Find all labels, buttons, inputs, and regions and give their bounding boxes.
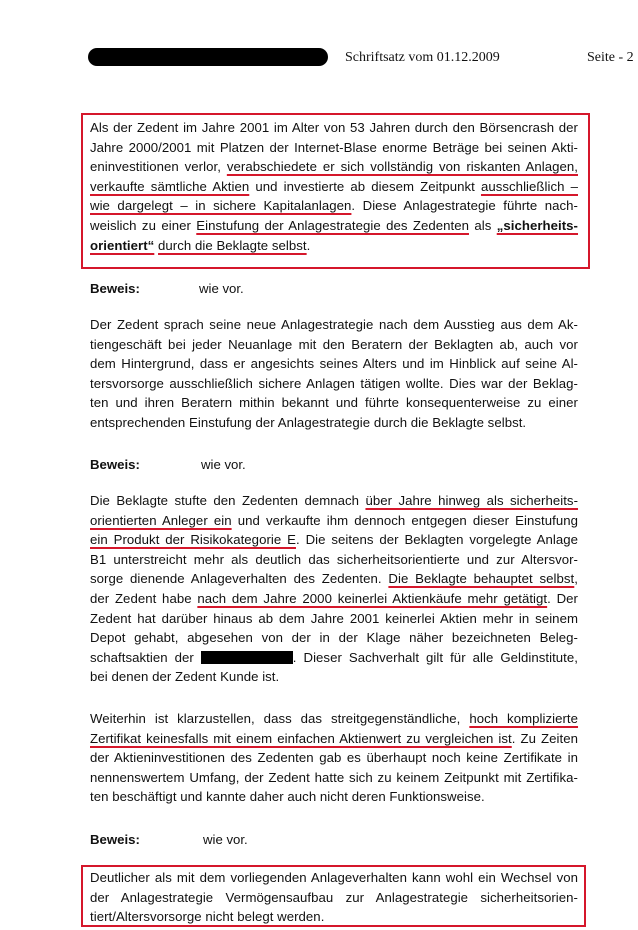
text-segment: . Diese Anlagestrategie führte nach- — [351, 198, 578, 214]
text-segment: ten beschäftigt und kannte daher auch nicht deren Funktionsweise. — [90, 789, 485, 805]
text-segment: der Aktieninvestitionen des Zedenten gab es überhaupt noch keine Zertifikate in — [90, 750, 578, 766]
text-segment: Die Beklagte stufte den Zedenten demnach — [90, 493, 366, 508]
text-segment: . — [306, 237, 311, 253]
text-line — [90, 709, 578, 729]
text-segment: eninvestitionen verlor, — [90, 159, 227, 175]
page-number: Seite - 2 — [587, 50, 634, 65]
text-line — [90, 569, 578, 589]
redacted-name — [88, 48, 328, 66]
underlined-text: wie dargelegt – in sichere Kapitalanlagen — [90, 198, 352, 214]
text-segment: bei denen der Zedent Kunde ist. — [90, 669, 280, 685]
text-line — [90, 729, 578, 749]
text-line — [90, 138, 578, 158]
text-line — [90, 196, 578, 216]
text-segment: als — [468, 217, 497, 233]
underlined-text: Einstufung der Anlagestrategie des Zedenten — [196, 217, 469, 233]
text-segment: entsprechenden Einstufung der Anlagestrategie durch die Beklagte selbst. — [90, 414, 527, 430]
text-line — [90, 609, 578, 629]
text-line — [90, 589, 578, 609]
text-segment: Der Zedent sprach seine neue Anlagestrategie nach dem Ausstieg aus dem Ak- — [90, 317, 578, 332]
text-line — [90, 354, 578, 374]
text-segment: und investierte ab diesem Zeitpunkt — [249, 178, 481, 194]
underlined-bold-text: orientiert“ — [90, 237, 155, 253]
text-line — [90, 413, 578, 433]
underlined-text: durch die Beklagte selbst — [158, 237, 307, 253]
underlined-text: Zertifikat keinesfalls mit einem einfachen Aktienwert zu vergleichen ist — [90, 730, 512, 746]
text-segment: . Dieser Sachverhalt gilt für alle Geldinstitute, — [292, 649, 578, 665]
underlined-bold-text: „sicherheits- — [496, 217, 579, 233]
proof-label: Beweis: — [90, 281, 140, 296]
text-segment: , — [574, 571, 578, 587]
text-segment: weislich zu einer — [90, 217, 197, 233]
proof-text-2: wie vor. — [201, 457, 246, 472]
text-segment: der Zedent habe — [90, 590, 198, 606]
underlined-text: verkaufte sämtliche Aktien — [90, 178, 250, 194]
text-line — [90, 216, 578, 236]
proof-line-2 — [90, 457, 140, 472]
text-segment: ten und ihren Beratern mithin bekannt und führte konsequenterweise zu einer — [90, 395, 578, 411]
proof-label: Beweis: — [90, 457, 140, 472]
text-segment: der Anlagestrategie Vermögensaufbau zur Anlagestrategie sicherheitsorien- — [90, 889, 578, 905]
text-segment: tiert/Altersvorsorge nicht belegt werden. — [90, 909, 325, 925]
underlined-text: ein Produkt der Risikokategorie E — [90, 532, 296, 548]
text-line — [90, 748, 578, 768]
proof-text-3: wie vor. — [203, 832, 248, 847]
text-line — [90, 118, 578, 138]
text-line — [90, 393, 578, 413]
text-line — [90, 628, 578, 648]
text-line — [90, 888, 578, 908]
proof-line-1 — [90, 281, 140, 296]
underlined-text: verabschiedete er sich vollständig von riskanten Anlagen, — [226, 159, 578, 175]
paragraph-4 — [90, 709, 578, 807]
text-line — [90, 491, 578, 511]
underlined-text: ausschließlich – — [480, 178, 578, 194]
underlined-text: Die Beklagte behauptet selbst — [388, 571, 575, 587]
text-segment: dem Hintergrund, dass er angesichts seines Alters und im Hinblick auf seine Al- — [90, 356, 578, 372]
text-line — [90, 907, 578, 927]
text-segment: Als der Zedent im Jahre 2001 im Alter von 53 Jahren durch den Börsencrash der — [90, 120, 578, 135]
text-segment: . Zu Zeiten — [511, 730, 578, 746]
text-line — [90, 648, 578, 668]
text-segment: nennenswertem Umfang, der Zedent hatte sich zu keinem Zeitpunkt mit Zertifika- — [90, 769, 578, 785]
text-segment: Zedent hat darüber hinaus ab dem Jahre 2001 keinerlei Aktien mehr in seinem — [90, 610, 578, 626]
underlined-text: orientierten Anleger ein — [90, 512, 232, 528]
text-line — [90, 374, 578, 394]
text-segment: tiengeschäft bei jeder Neuanlage mit den Beratern der Beklagten ab, auch vor — [90, 336, 578, 352]
text-line — [90, 315, 578, 335]
underlined-text: hoch komplizierte — [469, 711, 579, 726]
text-line — [90, 335, 578, 355]
document-date-header: Schriftsatz vom 01.12.2009 — [345, 50, 500, 65]
redacted-company-name — [201, 651, 293, 664]
text-line — [90, 667, 578, 687]
text-line — [90, 177, 578, 197]
text-segment: schaftsaktien der — [90, 649, 201, 665]
text-segment: Deutlicher als mit dem vorliegenden Anlageverhalten kann wohl ein Wechsel von — [90, 870, 578, 885]
text-segment: Jahre 2000/2001 mit Platzen der Internet-Blase enorme Beträge bei seinen Akti- — [90, 139, 578, 155]
proof-label: Beweis: — [90, 832, 140, 847]
underlined-text: über Jahre hinweg als sicherheits- — [365, 493, 579, 508]
proof-text-1: wie vor. — [199, 281, 244, 296]
text-line — [90, 511, 578, 531]
text-segment: sorge dienende Anlageverhalten des Zedenten. — [90, 571, 389, 587]
text-line — [90, 236, 578, 256]
text-line — [90, 787, 578, 807]
text-line — [90, 550, 578, 570]
text-segment: Weiterhin ist klarzustellen, dass das streitgegenständliche, — [90, 711, 470, 726]
text-segment: Depot gehabt, abgesehen von der in der Klage näher bezeichneten Beleg- — [90, 630, 578, 646]
paragraph-2 — [90, 315, 578, 433]
text-segment: . Die seitens der Beklagten vorgelegte Anlage — [295, 532, 578, 548]
text-line — [90, 768, 578, 788]
proof-line-3 — [90, 832, 140, 847]
paragraph-3 — [90, 491, 578, 687]
paragraph-5 — [90, 868, 578, 927]
text-segment: B1 unterstreicht mehr als deutlich das sicherheitsorientierte und zur Altersvor- — [90, 551, 578, 567]
paragraph-1 — [90, 118, 578, 255]
text-segment: . Der — [547, 590, 578, 606]
text-segment: tersvorsorge ausschließlich sichere Anlagen tätigen wollte. Dies war der Beklag- — [90, 375, 578, 391]
text-line — [90, 868, 578, 888]
text-segment: und verkaufte ihm dennoch entgegen dieser Einstufung — [231, 512, 579, 528]
text-line — [90, 530, 578, 550]
text-line — [90, 157, 578, 177]
underlined-text: nach dem Jahre 2000 keinerlei Aktienkäufe mehr getätigt — [197, 590, 548, 606]
